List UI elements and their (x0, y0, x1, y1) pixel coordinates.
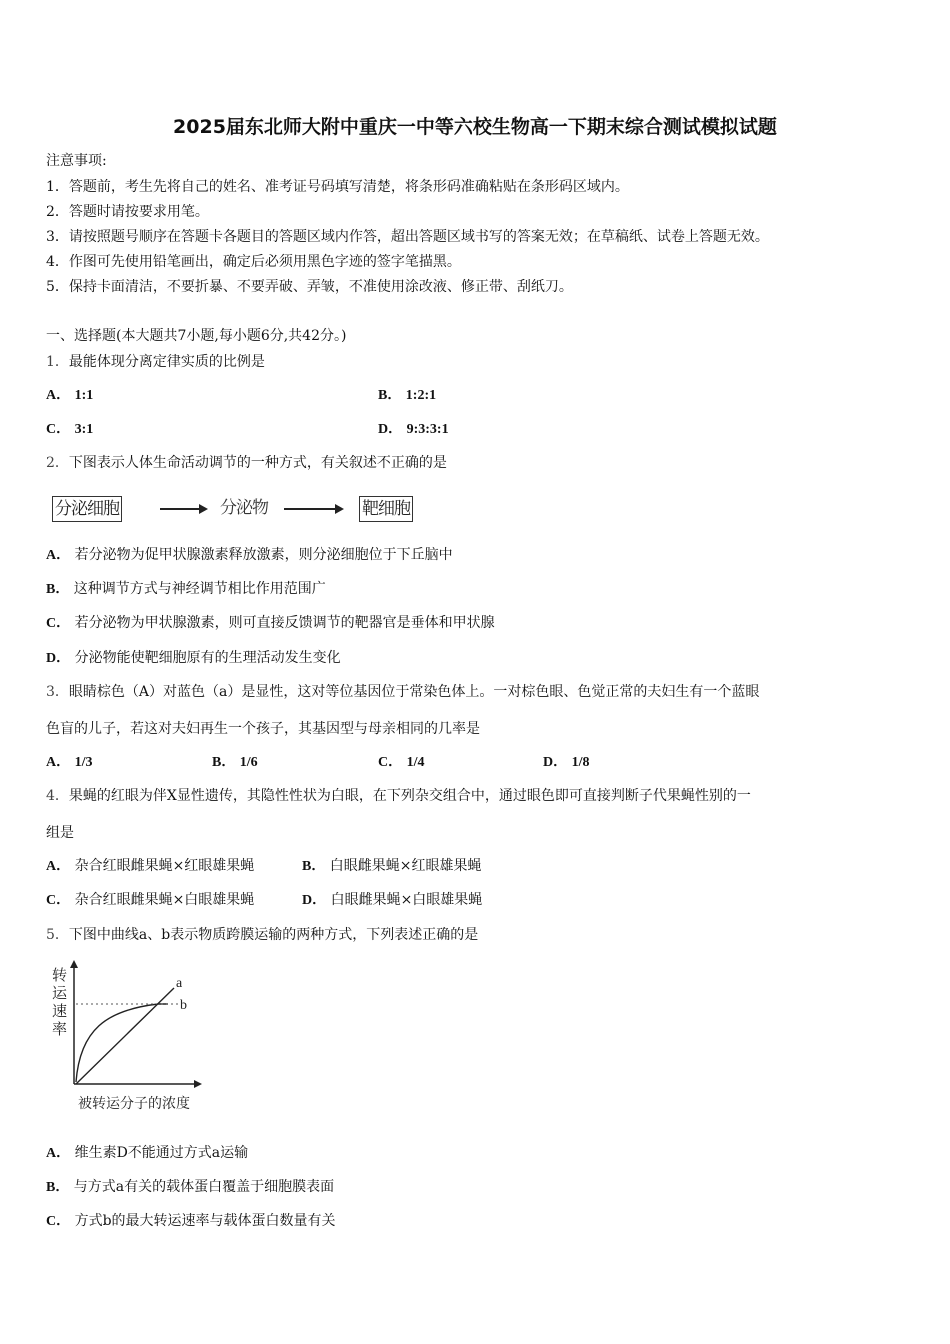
x-axis-arrow-icon (194, 1080, 202, 1088)
option-c: C． 3:1 (46, 422, 94, 437)
option-d: D． 白眼雌果蝇×白眼雄果蝇 (302, 892, 483, 908)
question-text: 眼睛棕色（A）对蓝色（a）是显性，这对等位基因位于常染色体上。一对棕色眼、色觉正常的夫妇生有一个蓝眼 (68, 684, 760, 700)
question-2 (46, 454, 447, 472)
x-axis-label: 被转运分子的浓度 (78, 1096, 190, 1112)
curve-b-label: b (180, 998, 187, 1013)
y-axis-label-char: 率 (52, 1020, 68, 1038)
question-5 (46, 926, 478, 944)
question-number: 4． (46, 788, 69, 804)
secretion-flow-diagram (46, 492, 426, 528)
secretion-label: 分泌物 (220, 498, 268, 518)
y-axis-label-char: 转 (52, 966, 68, 984)
notice-item: 3．请按照题号顺序在答题卡各题目的答题区域内作答，超出答题区域书写的答案无效；在草稿纸、试卷上答题无效。 (46, 229, 769, 245)
option-a: A． 1:1 (46, 388, 94, 403)
question-1 (46, 353, 265, 371)
notice-item: 4．作图可先使用铅笔画出，确定后必须用黑色字迹的签字笔描黑。 (46, 254, 461, 270)
arrow-right-icon (284, 508, 342, 510)
option-c: C． 若分泌物为甲状腺激素，则可直接反馈调节的靶器官是垂体和甲状腺 (46, 615, 495, 631)
option-d: D． 分泌物能使靶细胞原有的生理活动发生变化 (46, 650, 341, 666)
option-c: C． 1/4 (378, 755, 425, 770)
curve-a-label: a (176, 976, 183, 991)
question-4 (46, 787, 751, 805)
option-c: C． 杂合红眼雌果蝇×白眼雄果蝇 (46, 892, 255, 908)
y-axis-label-char: 运 (52, 984, 68, 1002)
question-number: 5． (46, 927, 69, 943)
transport-rate-graph (46, 960, 246, 1120)
section-heading: 一、选择题(本大题共7小题,每小题6分,共42分。) (46, 328, 347, 344)
option-b: B． 与方式a有关的载体蛋白覆盖于细胞膜表面 (46, 1179, 335, 1195)
question-text-continued: 色盲的儿子，若这对夫妇再生一个孩子，其基因型与母亲相同的几率是 (46, 721, 480, 737)
option-b: B． 白眼雌果蝇×红眼雄果蝇 (302, 858, 482, 874)
option-d: D． 1/8 (543, 755, 590, 770)
question-number: 2． (46, 455, 69, 471)
option-a: A． 1/3 (46, 755, 93, 770)
option-a: A． 杂合红眼雌果蝇×红眼雄果蝇 (46, 858, 255, 874)
option-b: B． 1/6 (212, 755, 258, 770)
notice-item: 1．答题前，考生先将自己的姓名、准考证号码填写清楚，将条形码准确粘贴在条形码区域内。 (46, 179, 629, 195)
page-title: 2025届东北师大附中重庆一中等六校生物高一下期末综合测试模拟试题 (173, 116, 777, 138)
question-3 (46, 683, 759, 701)
option-d: D． 9:3:3:1 (378, 422, 449, 437)
option-a: A． 维生素D不能通过方式a运输 (46, 1145, 249, 1161)
question-text: 下图中曲线a、b表示物质跨膜运输的两种方式，下列表述正确的是 (68, 927, 479, 943)
question-text: 最能体现分离定律实质的比例是 (68, 354, 265, 370)
secretory-cell-box: 分泌细胞 (52, 496, 122, 522)
y-axis-label-char: 速 (52, 1002, 68, 1020)
question-text: 果蝇的红眼为伴X显性遗传，其隐性性状为白眼，在下列杂交组合中，通过眼色即可直接判断子代果蝇性别的一 (68, 788, 751, 804)
notice-item: 5．保持卡面清洁，不要折暴、不要弄破、弄皱，不准使用涂改液、修正带、刮纸刀。 (46, 279, 573, 295)
target-cell-box: 靶细胞 (359, 496, 413, 522)
y-axis-arrow-icon (70, 960, 78, 968)
question-text-continued: 组是 (46, 825, 74, 841)
question-text: 下图表示人体生命活动调节的一种方式，有关叙述不正确的是 (68, 455, 447, 471)
question-number: 1． (46, 354, 69, 370)
option-b: B． 1:2:1 (378, 388, 437, 403)
arrow-right-icon (160, 508, 206, 510)
notice-item: 2．答题时请按要求用笔。 (46, 204, 209, 220)
option-b: B． 这种调节方式与神经调节相比作用范围广 (46, 581, 326, 597)
question-number: 3． (46, 684, 69, 700)
option-c: C． 方式b的最大转运速率与载体蛋白数量有关 (46, 1213, 336, 1229)
option-a: A． 若分泌物为促甲状腺激素释放激素，则分泌细胞位于下丘脑中 (46, 547, 453, 563)
notice-heading: 注意事项: (46, 153, 107, 169)
